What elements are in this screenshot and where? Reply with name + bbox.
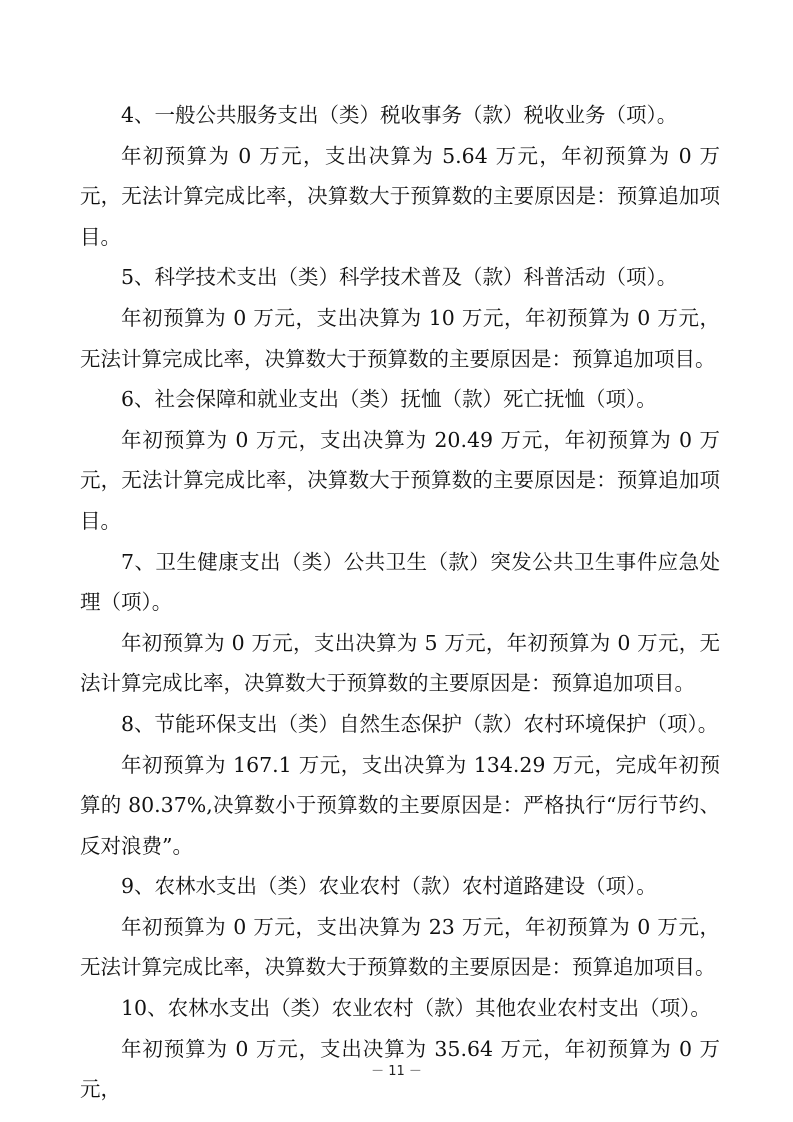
paragraph-item-8-heading: 8、节能环保支出（类）自然生态保护（款）农村环境保护（项）。	[121, 711, 719, 736]
paragraph-item-8-detail: 年初预算为 167.1 万元，支出决算为 134.29 万元，完成年初预算的 80.37%,决算数小于预算数的主要原因是：严格执行“厉行节约、反对浪费”。	[80, 752, 720, 858]
paragraph-item-6-heading: 6、社会保障和就业支出（类）抚恤（款）死亡抚恤（项）。	[121, 387, 657, 412]
paragraph-item-5-detail: 年初预算为 0 万元，支出决算为 10 万元，年初预算为 0 万元，无法计算完成比率，决算数大于预算数的主要原因是：预算追加项目。	[80, 305, 720, 371]
paragraph-item-7-heading: 7、卫生健康支出（类）公共卫生（款）突发公共卫生事件应急处理（项）。	[80, 549, 720, 615]
paragraph-item-10-heading: 10、农林水支出（类）农业农村（款）其他农业农村支出（项）。	[121, 996, 711, 1021]
paragraph-item-5-heading: 5、科学技术支出（类）科学技术普及（款）科普活动（项）。	[121, 265, 678, 290]
paragraph-item-10-detail: 年初预算为 0 万元，支出决算为 35.64 万元，年初预算为 0 万元，	[80, 1036, 720, 1102]
paragraph-item-4-detail: 年初预算为 0 万元，支出决算为 5.64 万元，年初预算为 0 万元，无法计算完成比率，决算数大于预算数的主要原因是：预算追加项目。	[80, 143, 720, 249]
paragraph-item-9-heading: 9、农林水支出（类）农业农村（款）农村道路建设（项）。	[121, 874, 657, 899]
document-body	[80, 95, 720, 1110]
paragraph-item-9-detail: 年初预算为 0 万元，支出决算为 23 万元，年初预算为 0 万元，无法计算完成比率，决算数大于预算数的主要原因是：预算追加项目。	[80, 914, 720, 980]
paragraph-item-7-detail: 年初预算为 0 万元，支出决算为 5 万元，年初预算为 0 万元，无法计算完成比率，决算数大于预算数的主要原因是：预算追加项目。	[80, 630, 720, 696]
paragraph-item-4-heading: 4、一般公共服务支出（类）税收事务（款）税收业务（项）。	[121, 103, 678, 127]
paragraph-item-6-detail: 年初预算为 0 万元，支出决算为 20.49 万元，年初预算为 0 万元，无法计算完成比率，决算数大于预算数的主要原因是：预算追加项目。	[80, 427, 720, 533]
page-number: － 11 －	[371, 1064, 422, 1079]
